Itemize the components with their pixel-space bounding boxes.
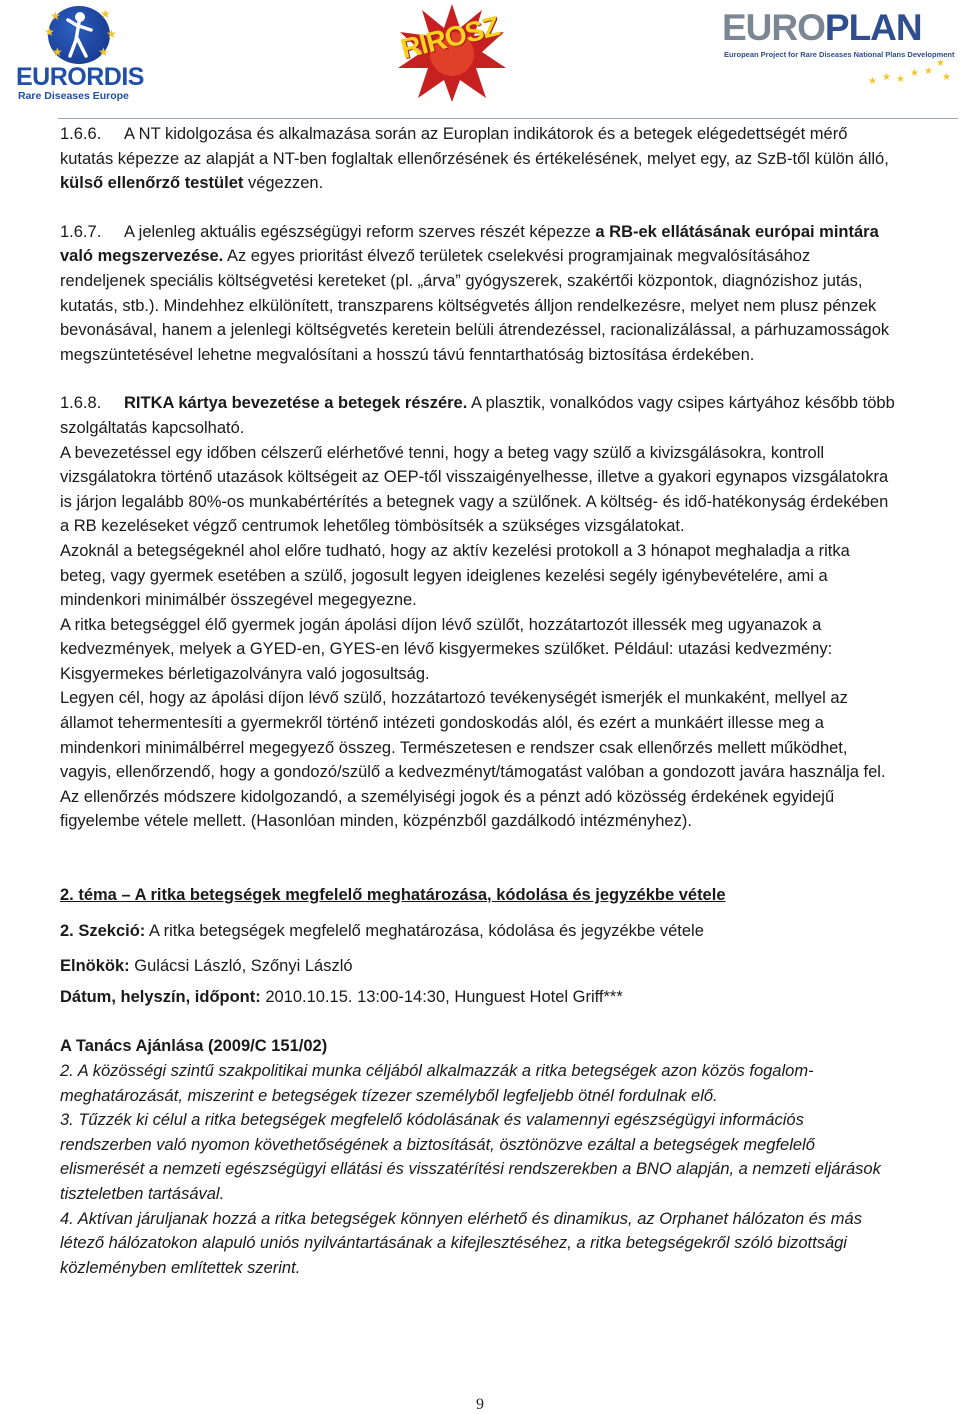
- rirosz-wordmark: RIROSZ: [397, 10, 502, 65]
- star-icon: ★: [106, 27, 117, 41]
- star-icon: ★: [44, 25, 55, 39]
- europlan-wordmark: EUROPLAN: [722, 7, 922, 48]
- eurordis-wordmark: EURORDIS: [16, 63, 144, 91]
- date-line: Dátum, helyszín, időpont: 2010.10.15. 13:00-14:30, Hunguest Hotel Griff***: [60, 987, 623, 1006]
- page-header: [0, 0, 960, 120]
- paragraph-1-6-8-part-2: Azoknál a betegségeknél ahol előre tudható, hogy az aktív kezelési protokoll a 3 hónapot meghaladja a ritka beteg, vagy gyermek esetében a szülő, jogosult legyen ideiglenes kezelési segély igénybevételére, ami a mindenkori minimálbér összegével megegyezne.: [60, 541, 850, 610]
- section-number: 1.6.6.: [60, 125, 102, 143]
- svg-text:★: ★: [924, 66, 933, 77]
- star-icon: ★: [50, 9, 61, 23]
- svg-text:★: ★: [942, 72, 951, 83]
- svg-text:★: ★: [936, 58, 945, 69]
- europlan-tagline: European Project for Rare Diseases National Plans Development: [724, 50, 955, 59]
- svg-text:★: ★: [910, 68, 919, 79]
- svg-text:★: ★: [896, 74, 905, 85]
- svg-text:★: ★: [868, 76, 877, 86]
- paragraph-1-6-7: 1.6.7. A jelenleg aktuális egészségügyi reform szerves részét képezze a RB-ek ellátásának európai mintára való megszervezése. Az egyes prioritást élvező területek cselekvési programjainak megvalósításához rendeljenek speciális költségvetési kereteket (pl. „árva” gyógyszerek, szakértői központok, diagnózishoz jutás, kutatás, stb.). Mindehhez elkülönített, transzparens költségvetés álljon rendelkezésre, melyet nem plusz pénzek bevonásával, hanem a jelenlegi költségvetés keretein belüli átrendezéssel, racionalizálással, a párhuzamosságok megszüntetésével lehetne megvalósítani a hosszú távú fenntarthatóság biztosítása érdekében.: [60, 220, 900, 368]
- paragraph-1-6-8-part-4: Legyen cél, hogy az ápolási díjon lévő szülő, hozzátartozó tevékenységét ismerjék el munkaként, mellyel az államot tehermentesíti a gyermekről történő intézeti gondoskodás alól, és ezért a munkáért illesse meg a mindenkori minimálbérrel megegyező összeg. Természetesen e rendszer csak ellenőrzés mellett működhet, vagyis, ellenőrzendő, hogy a gondozó/szülő a kedvezményt/támogatást valóban a gondozott javára használja fel. Az ellenőrzés módszere kidolgozandó, a személyiségi jogok és a pénzt adó közösség érdekének egyidejű figyelembe vétele mellett. (Hasonlóan minden, közpénzből gazdálkodó intézményhez).: [60, 689, 886, 831]
- paragraph-1-6-8-part-1: A bevezetéssel egy időben célszerű elérhetővé tenni, hogy a beteg vagy szülő a kivizsgálásokra, kontroll vizsgálatokra történő utazások költségeit az OEP-től visszaigényelhesse, illetve a gyakori egynapos vizsgálatokra is járjon legalább 80%-os munkabértérítés a betegnek vagy a szülőnek. A költség- és idő-hatékonyság érdekében a RB kezeléseket végző centrumok lehetőleg tömbösítsék a szükséges vizsgálatokat.: [60, 443, 889, 536]
- section-number: 1.6.8.: [60, 394, 102, 413]
- svg-text:★: ★: [882, 72, 891, 83]
- page-number: 9: [476, 1396, 484, 1413]
- council-item-3: 3. Tűzzék ki célul a ritka betegségek megfelelő kódolásának és valamennyi egészségügyi információs rendszerben való nyomon követhetőségének a biztosítását, ösztönözve ezáltal a betegségek megfelelő elismerését a nemzeti egészségügyi ellátási és visszatérítési rendszerekben a BNO alapján, a nemzeti eljárások tiszteletben tartásával.: [60, 1111, 881, 1203]
- paragraph-1-6-8-part-3: A ritka betegséggel élő gyermek jogán ápolási díjon lévő szülőt, hozzátartozót illessék meg ugyanazok a kedvezmények, melyek a GYED-en, GYES-en lévő kisgyermekes szülőket. Például: utazási kedvezmény: Kisgyermekes bérletigazolványra való jogosultság.: [60, 615, 833, 683]
- stars-arc-icon: [866, 54, 952, 86]
- section-number: 1.6.7.: [60, 222, 102, 241]
- star-icon: ★: [100, 7, 111, 21]
- header-divider: [58, 118, 958, 119]
- council-item-2: 2. A közösségi szintű szakpolitikai munka céljából alkalmazzák a ritka betegségek azon közös fogalom-meghatározását, miszerint e betegségek tízezer személyből legfeljebb ötnél fordulnak elő.: [60, 1062, 814, 1105]
- council-title: A Tanács Ajánlása (2009/C 151/02): [60, 1037, 328, 1056]
- document-body: [60, 122, 900, 1280]
- star-icon: ★: [52, 45, 63, 59]
- rirosz-logo: [396, 2, 508, 102]
- eurordis-figure-icon: [64, 10, 94, 60]
- paragraph-1-6-6: 1.6.6. A NT kidolgozása és alkalmazása során az Europlan indikátorok és a betegek elégedettségét mérő kutatás képezze az alapját a NT-ben foglaltak ellenőrzésének és értékelésének, melyet egy, az SzB-től külön álló, külső ellenőrző testület végezzen.: [60, 122, 900, 196]
- council-item-4: 4. Aktívan járuljanak hozzá a ritka betegségek könnyen elérhető és dinamikus, az Orphanet hálózaton és más létező hálózatokon alapuló uniós nyilvántartásának a kifejlesztéséhez, a ritka betegségekről szóló bizottsági közleményben említettek szerint.: [60, 1209, 862, 1277]
- eurordis-tagline: Rare Diseases Europe: [18, 90, 129, 102]
- topic-heading: 2. téma – A ritka betegségek megfelelő meghatározása, kódolása és jegyzékbe vétele: [60, 886, 726, 905]
- europlan-logo: [720, 6, 955, 90]
- chairs-line: Elnökök: Gulácsi László, Szőnyi László: [60, 957, 353, 976]
- section-line: 2. Szekció: A ritka betegségek megfelelő meghatározása, kódolása és jegyzékbe vétele: [60, 921, 704, 940]
- eurordis-logo: [14, 4, 144, 100]
- star-icon: ★: [98, 45, 109, 59]
- paragraph-1-6-8: 1.6.8. RITKA kártya bevezetése a betegek részére. A plasztik, vonalkódos vagy csipes kártyához később több szolgáltatás kapcsolható.: [60, 391, 900, 440]
